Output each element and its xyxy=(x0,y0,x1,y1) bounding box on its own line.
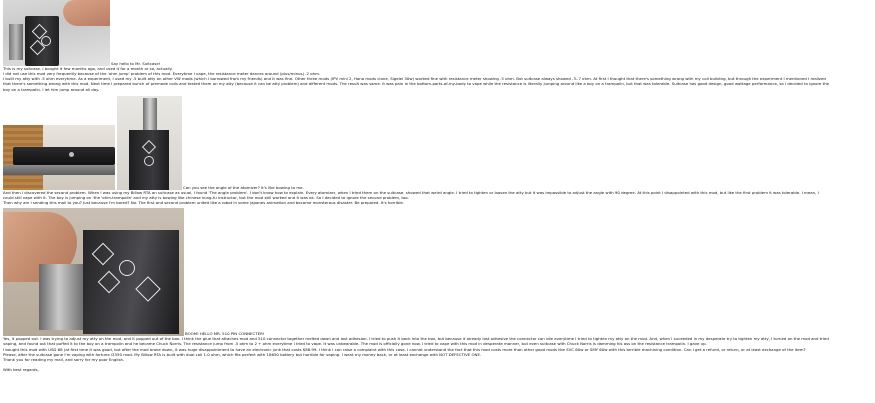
section-boom xyxy=(3,205,875,362)
body-line: Please, after the suitcase gone I'm vaping with fortune i3350 mod. My Billow RTA is built with dual coil 1.0 ohm, which fits perfect with 18650 battery but horrible for vaping. I want my money back, or at least exchange with NOT DEFECTIVE ONE. xyxy=(3,351,482,357)
suitcase-photo xyxy=(3,0,110,66)
body-line: I did not use this mod very frequently because of the 'ohm jump' problem of this mod. Everytime I vape, the resistance meter dances around (plus/minus) .2 ohm. xyxy=(3,71,321,77)
popped-connector-photo xyxy=(3,208,184,336)
body-line: could still vape with it. The boy is jumping on 'the 'ohm-trampolin' and my atty is bowing like chinese kung-fu instructor, but the mod still worked and it was ok. So I decided to ignore the second problem, too. xyxy=(3,194,409,200)
body-line: boy on a trampolin. I let him jump around all day. xyxy=(3,86,100,92)
photo-caption: Say hello to Mr. Suitcase! xyxy=(111,60,161,66)
hand xyxy=(63,0,110,26)
body-line: that there's something wrong with this mod. Next time I prepared bunch of premade coils and tested them on my atty (because it can be atty problem) and different mods. The result was same. It was pain in the bottom-parts-of-my-body to vape while the resistance is literally jumping around like a boy on a trampolin, but that was tolerable. Suitcase has good design, good wattage performance, so I decided to ignore the xyxy=(3,81,830,87)
body-line: Thank you for reading my mail, and sorry for my poor English. xyxy=(3,356,125,362)
connector-photo xyxy=(3,125,115,190)
body-line: This is my suitcase. I bought it few months ago, and used it for a month or so, actually. xyxy=(3,66,173,71)
mod-side xyxy=(3,165,115,175)
photo-caption: Can you see the angle of the atomizer? It's like bowing to me. xyxy=(183,184,304,190)
section-angle xyxy=(3,96,875,205)
tank xyxy=(39,264,83,330)
photo-caption: BOOM! HELLO MR. 510 PIN CONNECTER! xyxy=(185,331,265,337)
signoff: With best regards, xyxy=(3,367,39,373)
atomizer xyxy=(143,98,157,132)
body-line: I bought this mod with USD 68 (at first time it was good, but after the mod broke down, it was huge disappointment to have an electronic junk that costs $88.99. I think I can raise a complaint with this case. I cannot understand the fact that this mod costs more than other good mods like SVC 60w or SMY 60w with this terrible machining condition. Can I get a refund, or return, or at least exchange of the item? xyxy=(3,346,806,352)
connector-pin xyxy=(69,152,74,157)
body-line: vaping, and found out that puffed it to the boy on a trampolin and he became Chuck Norris. The resistance jump from .5 ohm to 2 + ohm everytime I tried to vape. It was unbearable. The mod is officially gone now. I tried to vape with this mod in desperate manner, but even suitcase with Chuck Norris is damming his ass on the resistance trampolin. I gave up. xyxy=(3,341,707,347)
body-line: Yes, it popped out. I was trying to adjust my atty on the mod, and it popped out of the box. I think the glue that attaches mod and 510 connector together melted down and lost adhesion. I tried to push it back into the box, but because it already lost adhesive the connector can idle everytime I tried to tighten my atty on the mod. And, when I suceeded in my desperate try to tighten my atty, I turned on the mod and tried xyxy=(3,336,829,342)
atomizer-angle-photo xyxy=(117,96,182,190)
logo-mark xyxy=(144,156,154,166)
body-line: Then why am I sending this mail to you? Just because I'm bored? No. The first and second problem united like a robot in some japanes animation and became monsterous disaster. Be prepared. It's horrible. xyxy=(3,200,405,206)
body-line: I built my atty with .5 ohm everytime. As a experiment, I used my .5 built atty on other VW mods (which I borrowed from my friends) and it was fine. Other three mods (IPV mini 2, Hana mods clone, Sigelei 30w) worked fine with resistance meter showing .5 ohm. But suitcase always showed .3-.7 ohm. At first I thought that there's something wrong with my coil building, but through the experiment I mentioned I realized xyxy=(3,76,826,82)
mod-top xyxy=(13,147,115,165)
body-line: And then I discovered the second problem. When I was using my Billow RTA on suitcase as usual, I found 'The angle problem'. I don't know how to explain. Every atomizer, when I tried them on the suitcase, showed that weird angle. I tried to tighten or loosen the atty but it was impossible to adjust the angle with 90 degree. At this point I disappointed with this mod, but like the first problem it was tolerable. I mean, I xyxy=(3,189,819,195)
tank xyxy=(9,24,23,60)
section-intro xyxy=(3,0,875,92)
